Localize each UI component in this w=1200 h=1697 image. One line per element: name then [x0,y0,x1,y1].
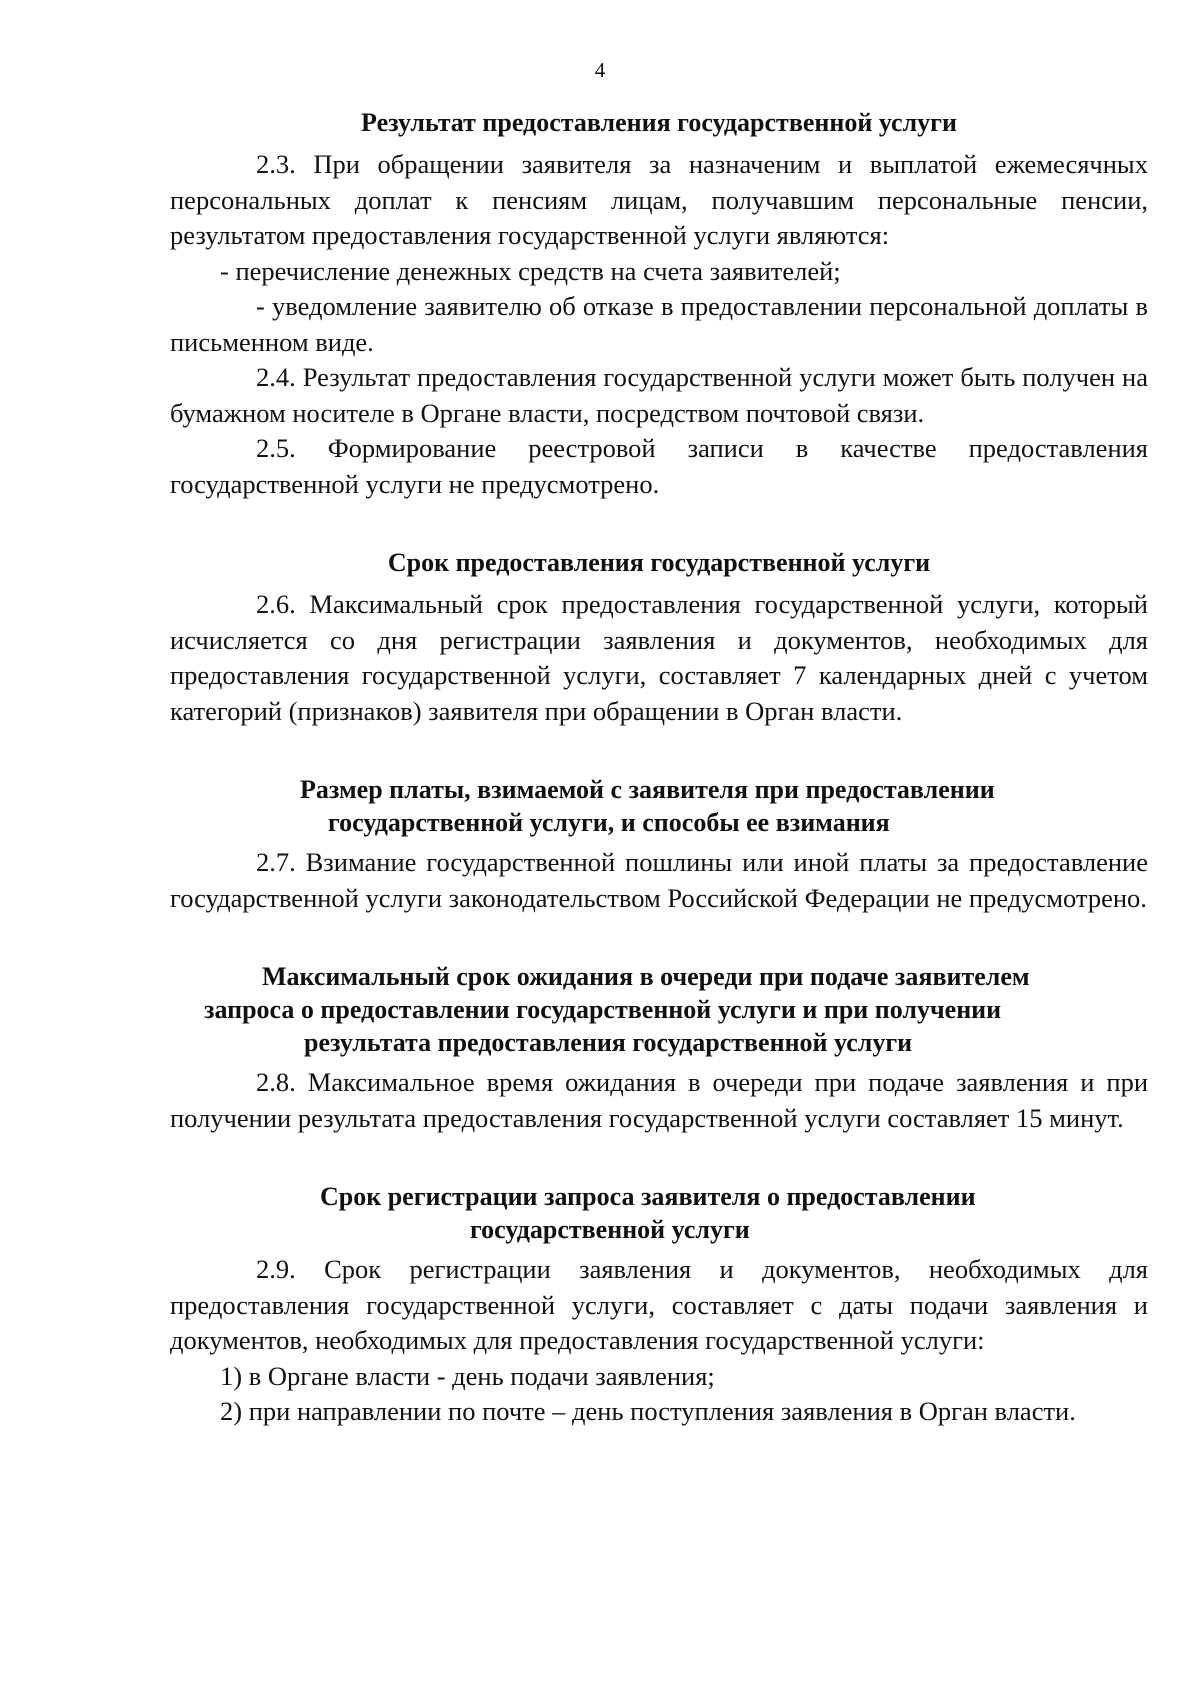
page-number: 4 [594,58,606,82]
heading-line: государственной услуги [470,1215,750,1244]
document-body [170,106,1148,1430]
list-item-office: 1) в Органе власти - день подачи заявления; [220,1360,715,1391]
heading-line: Максимальный срок ожидания в очереди при подаче заявителем [262,962,1030,991]
heading-line: Результат предоставления государственной услуги [361,108,957,137]
section-heading-registration [170,1180,1148,1246]
heading-line: запроса о предоставлении государственной услуги и при получении [204,995,1002,1024]
section-heading-term [170,546,1148,579]
list-item-notice: - уведомление заявителю об отказе в предоставлении персональной доплаты в письменном виде. [170,291,1148,357]
section-heading-queue [170,960,1148,1059]
paragraph-2-6: 2.6. Максимальный срок предоставления государственной услуги, который исчисляется со дня регистрации заявления и документов, необходимых для предоставления государственной услуги, составляет 7 календарных дней с учетом категорий (признаков) заявителя при обращении в Орган власти. [170,589,1148,726]
section-heading-result [170,106,1148,139]
heading-line: результата предоставления государственной услуги [304,1028,913,1057]
paragraph-2-7: 2.7. Взимание государственной пошлины или иной платы за предоставление государственной услуги законодательством Российской Федерации не предусмотрено. [170,847,1148,913]
heading-line: Размер платы, взимаемой с заявителя при предоставлении [300,775,995,804]
paragraph-2-4: 2.4. Результат предоставления государственной услуги может быть получен на бумажном носителе в Органе власти, посредством почтовой связи. [170,362,1148,428]
heading-line: Срок предоставления государственной услуги [387,548,931,577]
paragraph-2-5: 2.5. Формирование реестровой записи в качестве предоставления государственной услуги не предусмотрено. [170,433,1148,499]
heading-line: государственной услуги, и способы ее взимания [328,808,890,837]
heading-line: Срок регистрации запроса заявителя о предоставлении [320,1182,976,1211]
paragraph-2-8: 2.8. Максимальное время ожидания в очереди при подаче заявления и при получении результата предоставления государственной услуги составляет 15 минут. [170,1067,1148,1133]
paragraph-2-3: 2.3. При обращении заявителя за назначеним и выплатой ежемесячных персональных доплат к пенсиям лицам, получавшим персональные пенсии, результатом предоставления государственной услуги являются: [170,149,1148,250]
paragraph-2-9: 2.9. Срок регистрации заявления и документов, необходимых для предоставления государственной услуги, составляет с даты подачи заявления и документов, необходимых для предоставления государственной услуги: [170,1254,1148,1355]
list-item-mail: 2) при направлении по почте – день поступления заявления в Орган власти. [220,1396,1076,1426]
section-heading-fee [170,773,1148,839]
list-item-transfer: - перечисление денежных средств на счета заявителей; [220,255,841,286]
